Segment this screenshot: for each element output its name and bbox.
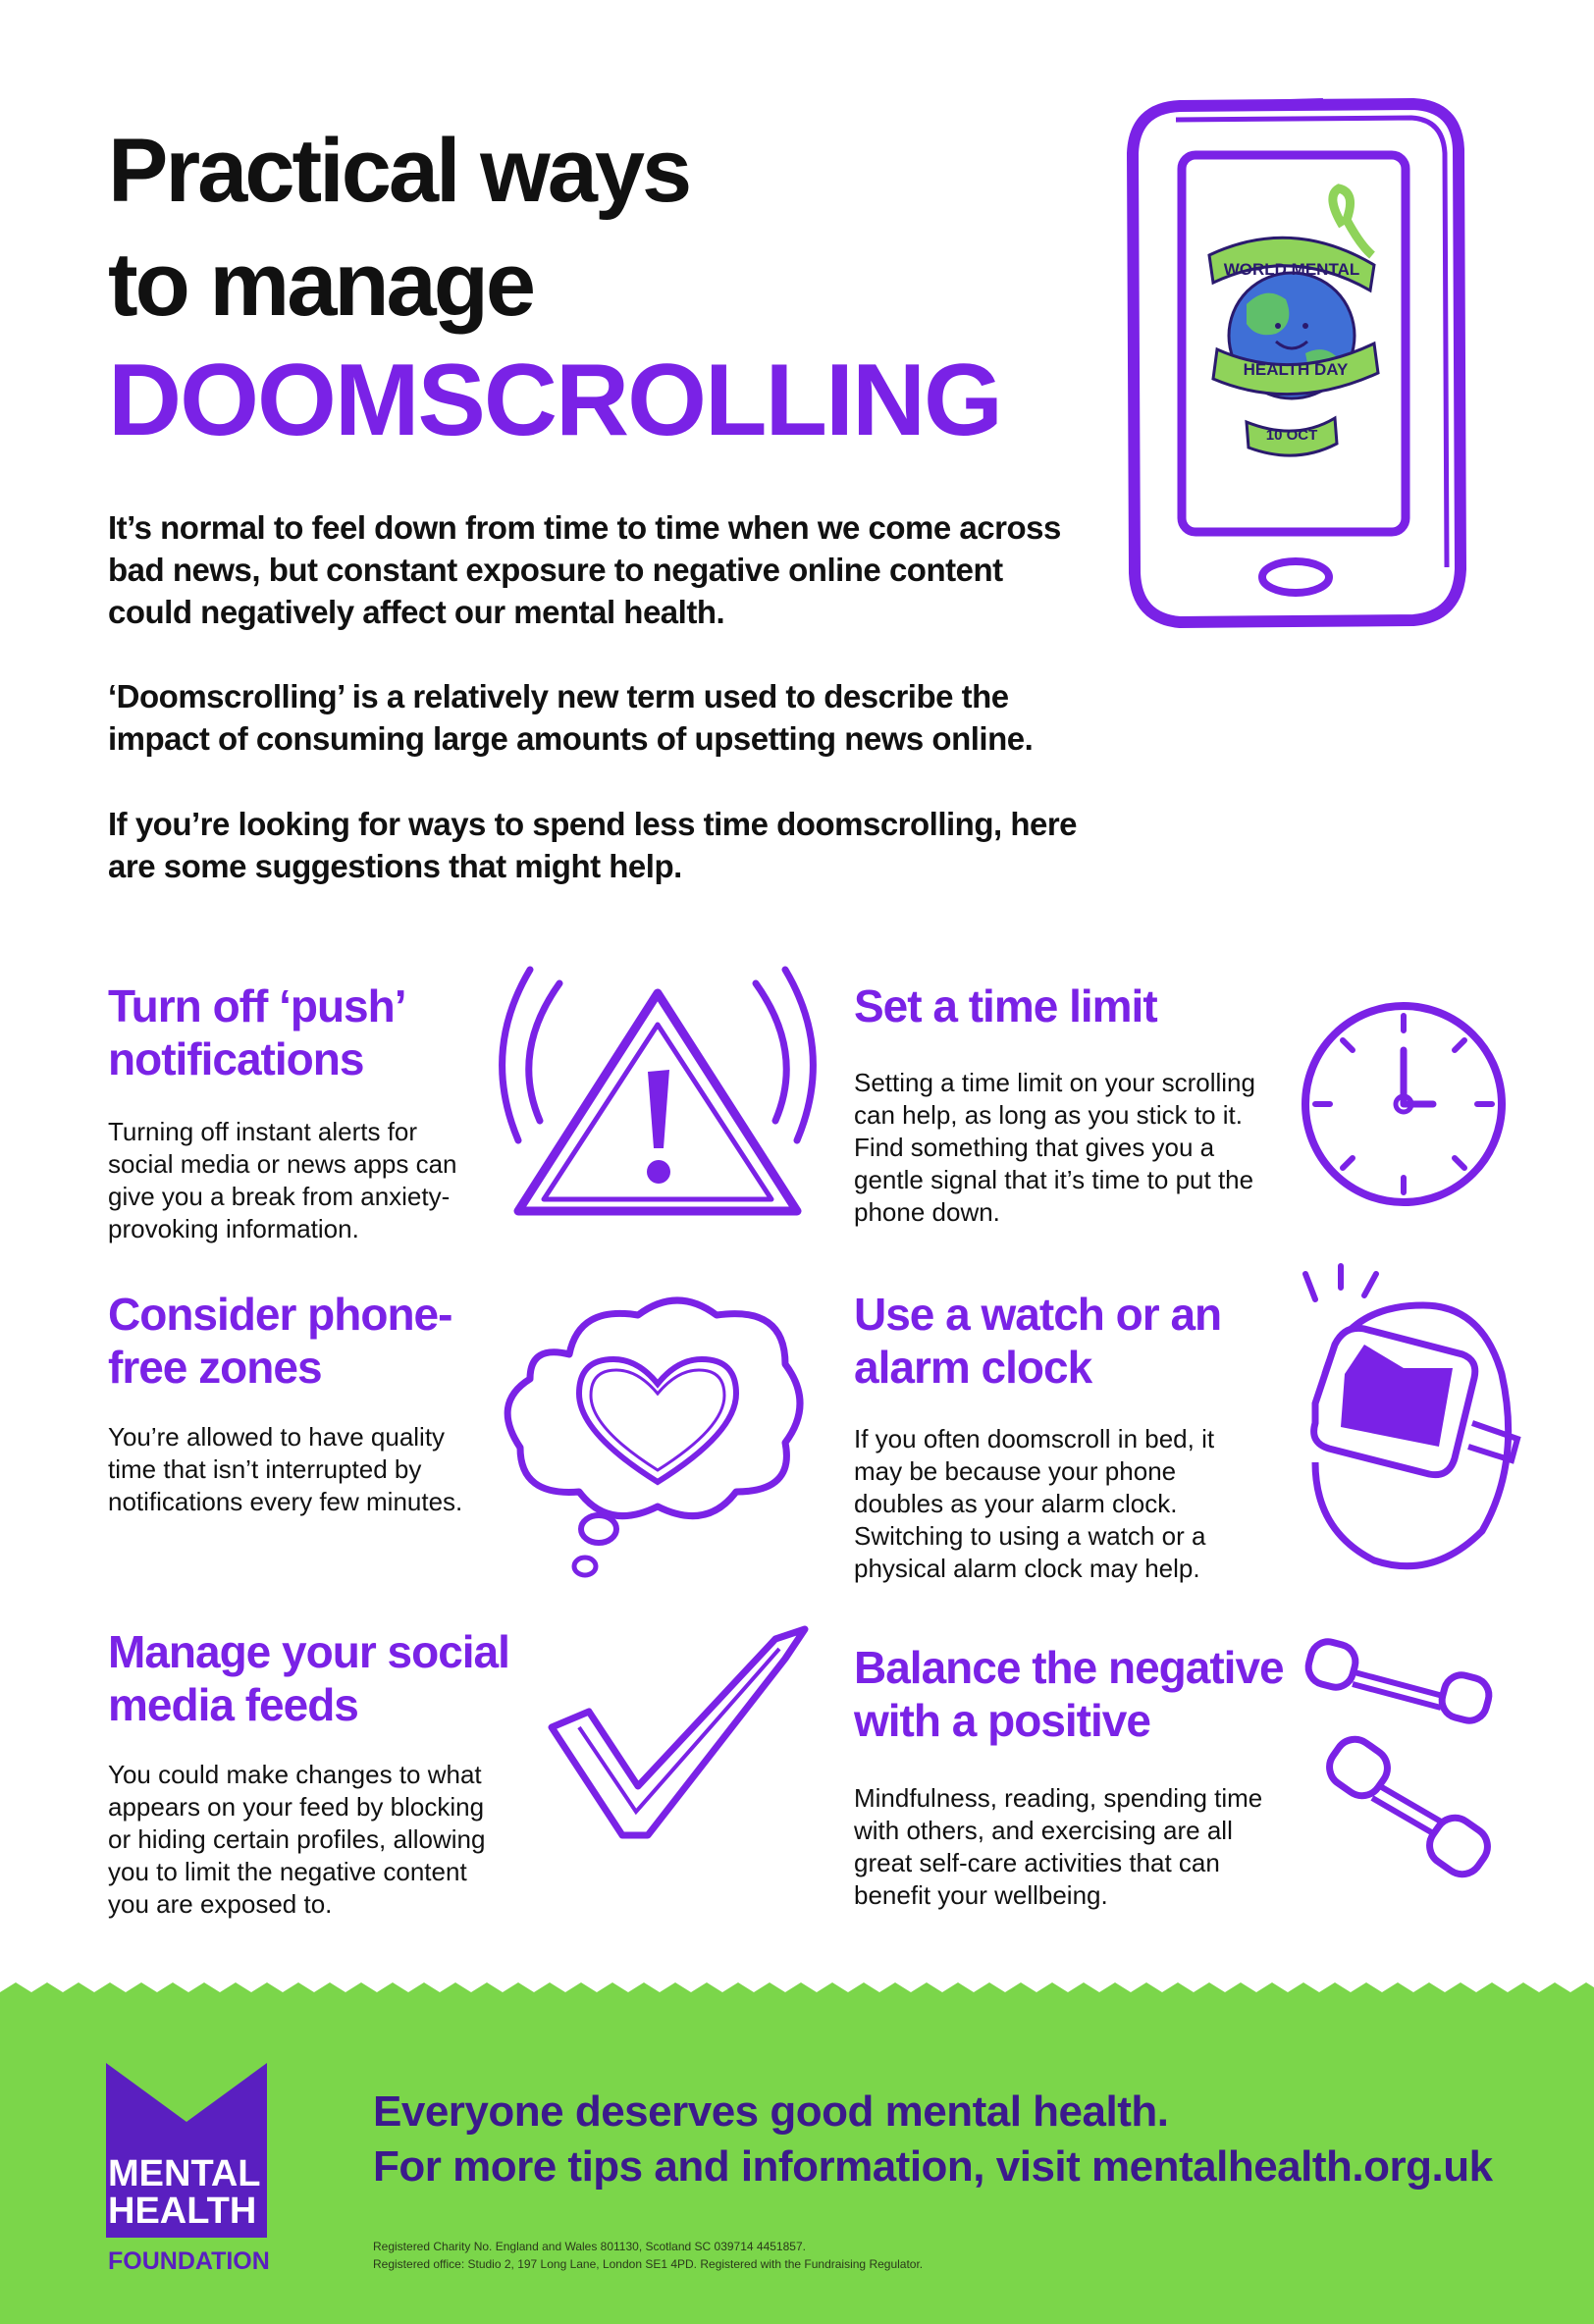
intro-paragraph-3: If you’re looking for ways to spend less time doomscrolling, here are some suggestions that might help. <box>108 806 1078 884</box>
tip-heading-watch-alarm: Use a watch or an alarm clock <box>854 1289 1222 1393</box>
intro-paragraph-1: It’s normal to feel down from time to time when we come across bad news, but constant exposure to negative online content could negatively affect our mental health. <box>108 509 1061 630</box>
phone-icon <box>1129 98 1462 628</box>
warning-icon <box>491 954 824 1239</box>
footer-legal-1: Registered Charity No. England and Wales 801130, Scotland SC 039714 4451857. <box>373 2240 806 2253</box>
tip-heading-push-notifications: Turn off ‘push’ notifications <box>108 980 403 1084</box>
tip-heading-phone-free-zones: Consider phone-free zones <box>108 1289 452 1393</box>
heart-thought-icon <box>491 1286 815 1580</box>
logo-line-2: HEALTH <box>108 2191 257 2232</box>
tip-heading-balance-positive: Balance the negative with a positive <box>854 1642 1284 1746</box>
badge-line-2: HEALTH DAY <box>1243 360 1349 379</box>
logo-text <box>108 2155 261 2230</box>
footer-tagline-2: For more tips and information, visit mentalhealth.org.uk <box>373 2142 1493 2191</box>
checkmark-icon <box>540 1619 815 1845</box>
watch-icon <box>1286 1266 1521 1590</box>
tip-body-phone-free-zones: You’re allowed to have quality time that isn’t interrupted by notifications every few minutes. <box>108 1422 463 1516</box>
tip-heading-time-limit: Set a time limit <box>854 980 1157 1031</box>
tip-body-balance-positive: Mindfulness, reading, spending time with others, and exercising are all great self-care activities that can benefit your wellbeing. <box>854 1783 1263 1910</box>
badge-date: 10 OCT <box>1265 427 1318 444</box>
title-highlight: DOOMSCROLLING <box>108 343 1001 457</box>
footer-legal-2: Registered office: Studio 2, 197 Long Lane, London SE1 4PD. Registered with the Fundraising Regulator. <box>373 2257 924 2271</box>
intro-paragraph-2: ‘Doomscrolling’ is a relatively new term used to describe the impact of consuming large amounts of upsetting news online. <box>108 678 1034 757</box>
tip-body-time-limit: Setting a time limit on your scrolling can help, as long as you stick to it. Find something that gives you a gentle signal that it’s time to put the phone down. <box>854 1068 1255 1227</box>
logo-line-1: MENTAL <box>108 2153 261 2194</box>
clock-icon <box>1276 991 1531 1217</box>
tip-body-push-notifications: Turning off instant alerts for social media or news apps can give you a break from anxiety-provoking information. <box>108 1117 457 1243</box>
title-line-1: Practical ways <box>108 121 690 221</box>
dumbbell-icon <box>1296 1629 1512 1884</box>
footer-tagline-1: Everyone deserves good mental health. <box>373 2087 1169 2136</box>
tip-heading-social-feeds: Manage your social media feeds <box>108 1626 509 1730</box>
badge-line-1: WORLD MENTAL <box>1223 260 1360 279</box>
tip-body-watch-alarm: If you often doomscroll in bed, it may be because your phone doubles as your alarm clock. Switching to using a watch or a physical alarm clock may help. <box>854 1424 1215 1583</box>
title-line-2: to manage <box>108 235 534 335</box>
logo-line-3: FOUNDATION <box>108 2247 270 2275</box>
tip-body-social-feeds: You could make changes to what appears on your feed by blocking or hiding certain profiles, allowing you to limit the negative content you are exposed to. <box>108 1760 486 1919</box>
